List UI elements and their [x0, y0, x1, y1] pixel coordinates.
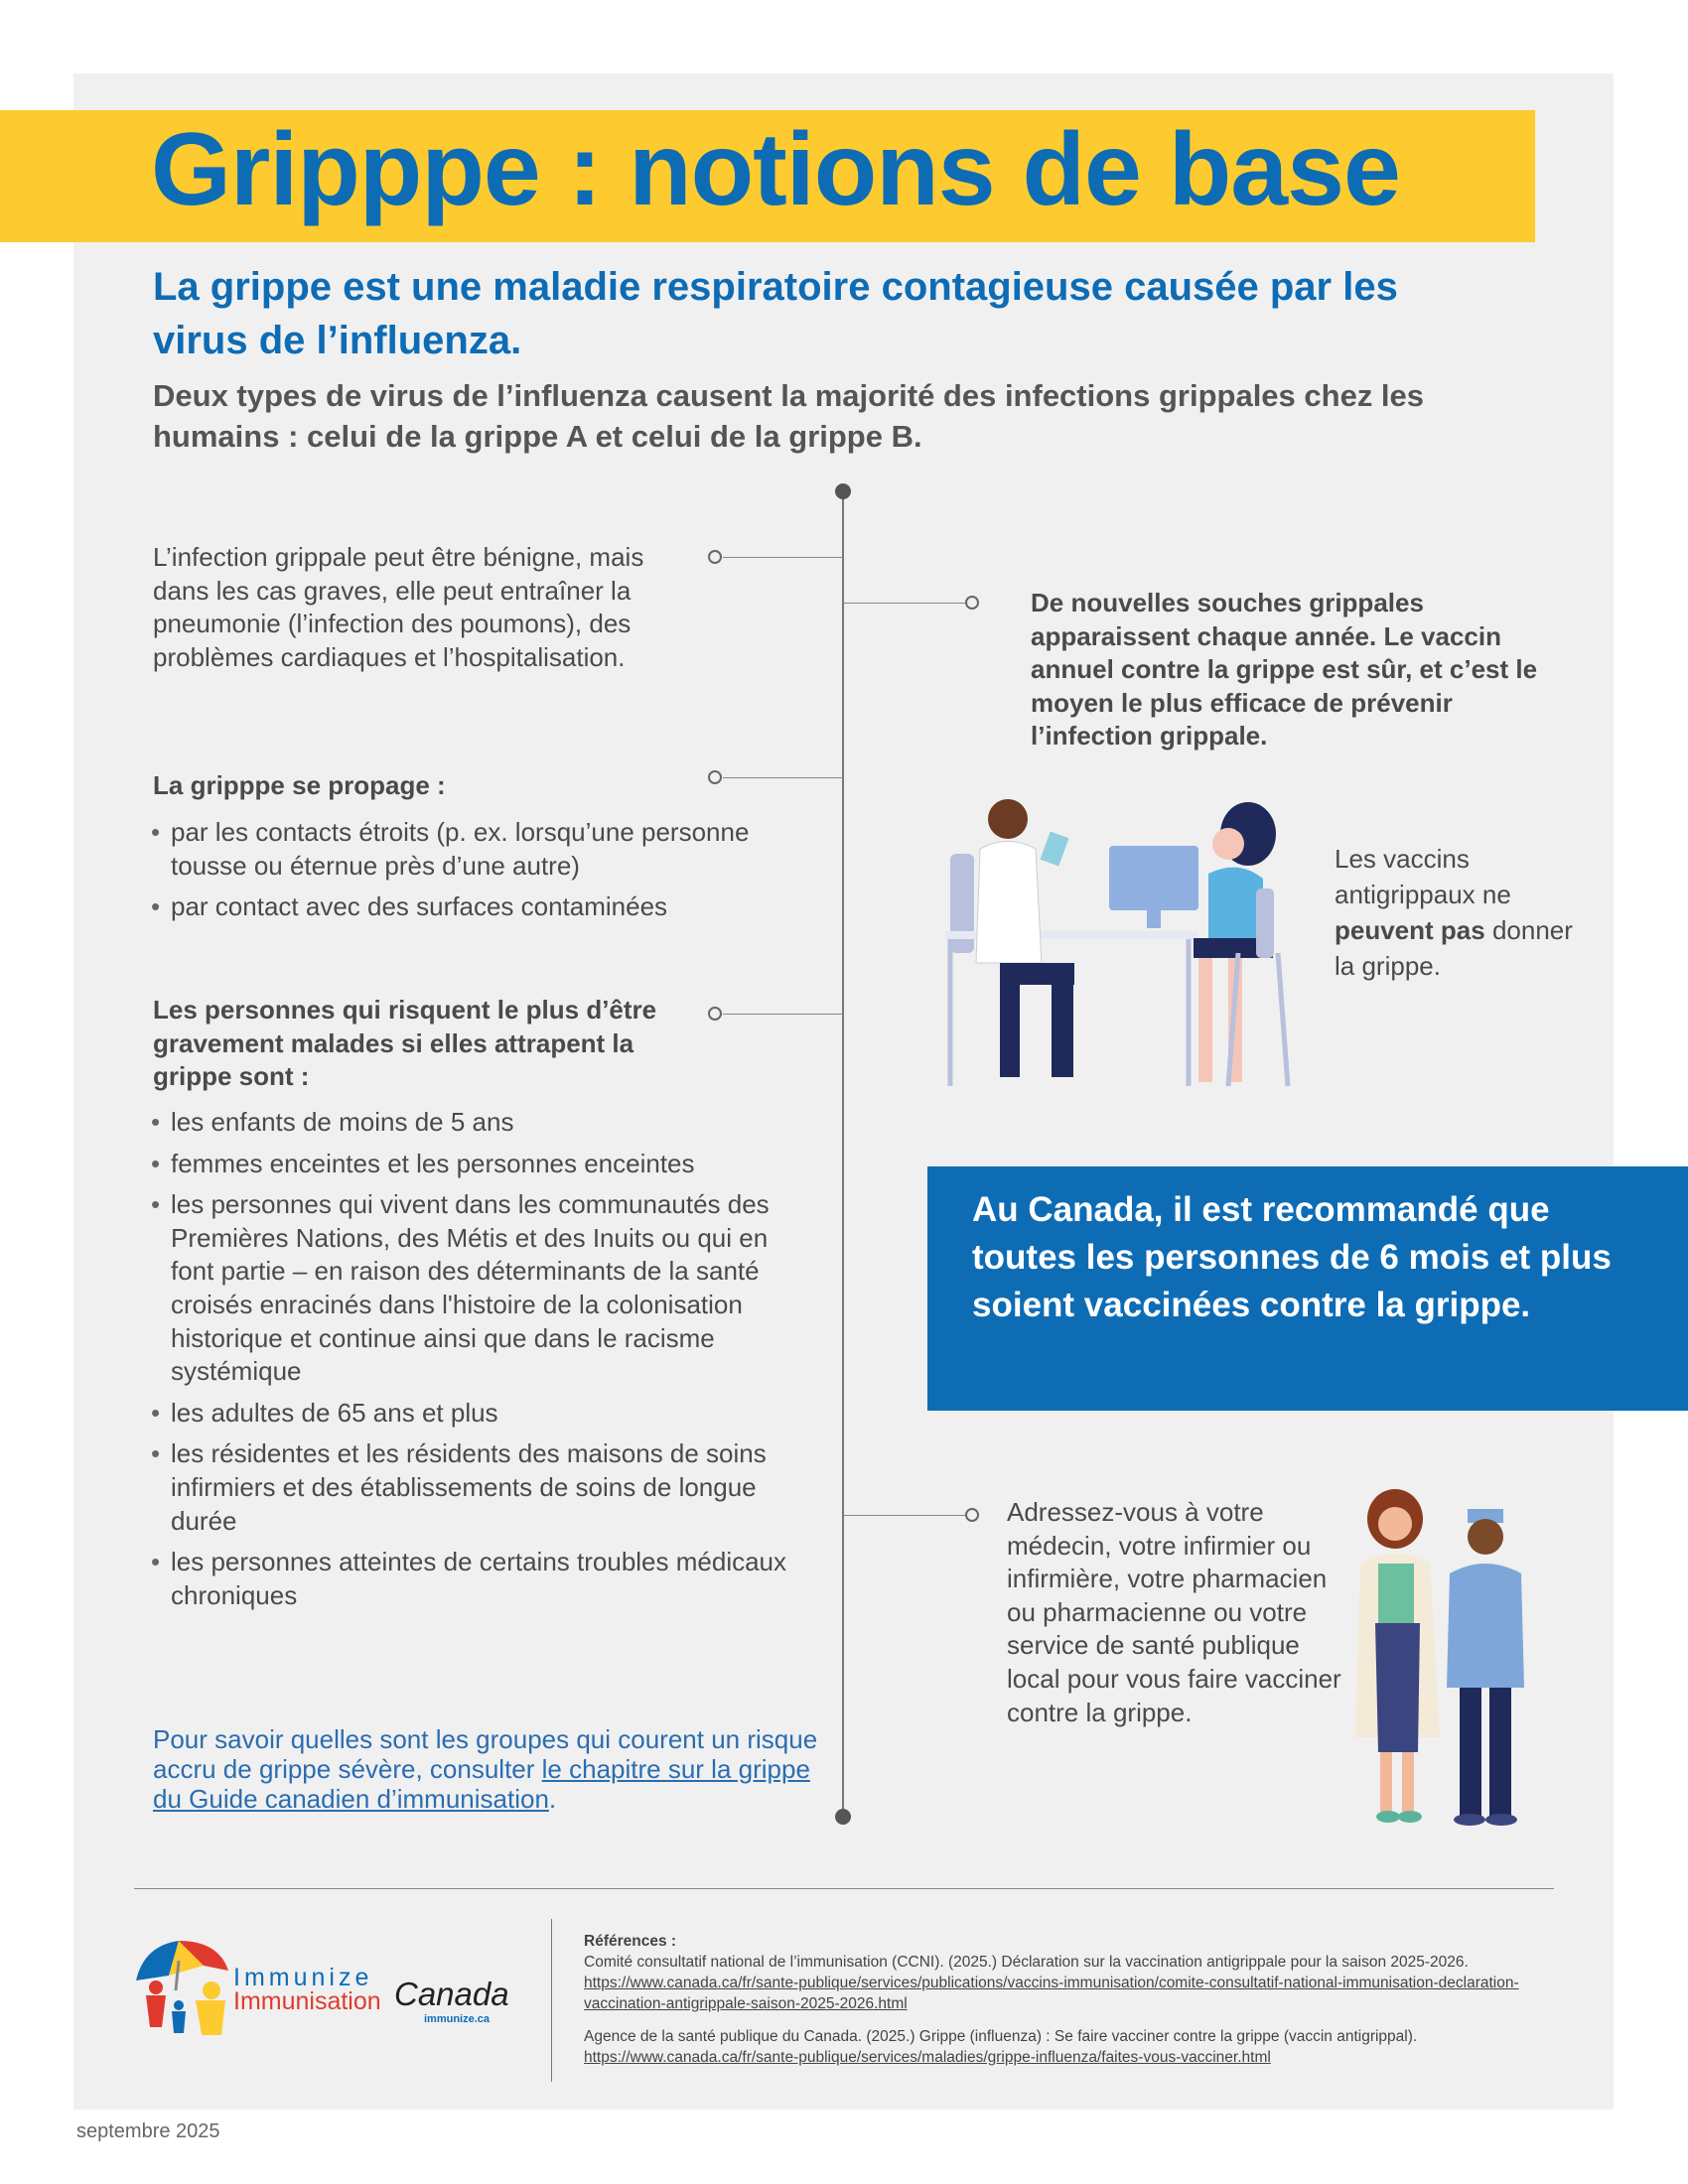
immunize-canada-logo [134, 1936, 511, 2035]
health-workers-illustration [1350, 1489, 1549, 1832]
risk-list [151, 1106, 786, 1620]
publication-date: septembre 2025 [76, 2120, 220, 2142]
connector [843, 603, 966, 604]
timeline-line [842, 491, 844, 1817]
reference-text: Agence de la santé publique du Canada. (2025.) Grippe (influenza) : Se faire vacciner contre la grippe (vaccin antigrippal). [584, 2028, 1418, 2045]
intro-text: Deux types de virus de l’influenza causent la majorité des infections grippales chez les humains : celui de la grippe A et celui de la grippe B. [153, 378, 1425, 454]
severity-text: L’infection grippale peut être bénigne, mais dans les cas graves, elle peut entraîner la pneumonie (l’infection des poumons), des problèmes cardiaques et l’hospitalisation. [153, 542, 644, 672]
recommendation-box: Au Canada, il est recommandé que toutes les personnes de 6 mois et plus soient vaccinées contre la grippe. [927, 1166, 1688, 1411]
page-title: Gripppe : notions de base [151, 112, 1400, 227]
divider [134, 1888, 1554, 1889]
reference-link[interactable]: https://www.canada.ca/fr/sante-publique/services/publications/vaccins-immunisation/comite-consultatif-national-immunisation-declaration-vaccination-antigrippale-saison-2025-2026.html [584, 1975, 1519, 2012]
connector [843, 1515, 966, 1516]
vaccine-text-bold: peuvent pas [1335, 915, 1485, 945]
connector [723, 1014, 843, 1015]
reference-text: Comité consultatif national de l’immunisation (CCNI). (2025.) Déclaration sur la vaccination antigrippale pour la saison 2025-2026. [584, 1954, 1469, 1971]
timeline-start-dot [835, 483, 851, 499]
doctor-patient-illustration [940, 794, 1308, 1088]
list-item: • les résidentes et les résidents des maisons de soins infirmiers et des établissements de soins de longue durée [151, 1437, 786, 1538]
logo-canada: Canada [394, 1976, 509, 2012]
connector-node [708, 1007, 722, 1021]
vaccine-text-post: donner la grippe. [1335, 915, 1573, 981]
list-item: • les personnes atteintes de certains troubles médicaux chroniques [151, 1546, 786, 1612]
list-item: • les personnes qui vivent dans les communautés des Premières Nations, des Métis et des Inuits ou qui en font partie – en raison des déterminants de la santé croisés enracinés dans l'histoire de la colonisation historique et continue ainsi que dans le racisme systémique [151, 1188, 786, 1389]
timeline-end-dot [835, 1809, 851, 1825]
reference-2 [584, 2026, 1577, 2068]
spread-heading: La gripppe se propage : [153, 770, 446, 800]
link-prefix: Pour savoir quelles sont les groupes qui courent un risque accru de grippe sévère, consulter [153, 1724, 818, 1784]
footer-divider [551, 1919, 552, 2082]
references [584, 1931, 1577, 2068]
connector [723, 557, 843, 558]
vaccine-safety-text [1335, 841, 1593, 984]
connector-node [708, 550, 722, 564]
list-item: • les adultes de 65 ans et plus [151, 1397, 786, 1431]
contact-text: Adressez-vous à votre médecin, votre infirmier ou infirmière, votre pharmacien ou pharmacienne ou votre service de santé publique local pour vous faire vacciner contre la grippe. [1007, 1497, 1341, 1727]
list-item: • par contact avec des surfaces contaminées [151, 890, 826, 924]
logo-immunize: Immunize [233, 1964, 373, 1991]
connector [723, 777, 843, 778]
connector-node [708, 770, 722, 784]
references-heading: Références : [584, 1933, 677, 1950]
logo-url: immunize.ca [424, 2013, 491, 2025]
subtitle: La grippe est une maladie respiratoire contagieuse causée par les virus de l’influenza. [153, 265, 1398, 362]
risk-heading: Les personnes qui risquent le plus d’être gravement malades si elles attrapent la grippe sont : [153, 995, 657, 1092]
connector-node [965, 1508, 979, 1522]
list-item: • femmes enceintes et les personnes enceintes [151, 1148, 786, 1181]
guide-chapter-link[interactable]: le chapitre sur la grippe du Guide canadien d’immunisation [153, 1754, 810, 1814]
logo-immunisation: Immunisation [233, 1987, 381, 2015]
list-item: • par les contacts étroits (p. ex. lorsqu’une personne tousse ou éternue près d’une autre) [151, 816, 826, 883]
guide-link-paragraph [153, 1724, 828, 1814]
spread-list [151, 816, 826, 932]
connector-node [965, 596, 979, 610]
vaccine-text-pre: Les vaccins antigrippaux ne [1335, 844, 1511, 909]
list-item: • les enfants de moins de 5 ans [151, 1106, 786, 1140]
reference-1 [584, 1952, 1577, 2014]
umbrella-family-icon [134, 1936, 233, 2035]
strains-text: De nouvelles souches grippales apparaissent chaque année. Le vaccin annuel contre la grippe est sûr, et c’est le moyen le plus efficace de prévenir l’infection grippale. [1031, 588, 1538, 751]
link-suffix: . [548, 1784, 557, 1814]
reference-link[interactable]: https://www.canada.ca/fr/sante-publique/services/maladies/grippe-influenza/faites-vous-vacciner.html [584, 2049, 1271, 2066]
